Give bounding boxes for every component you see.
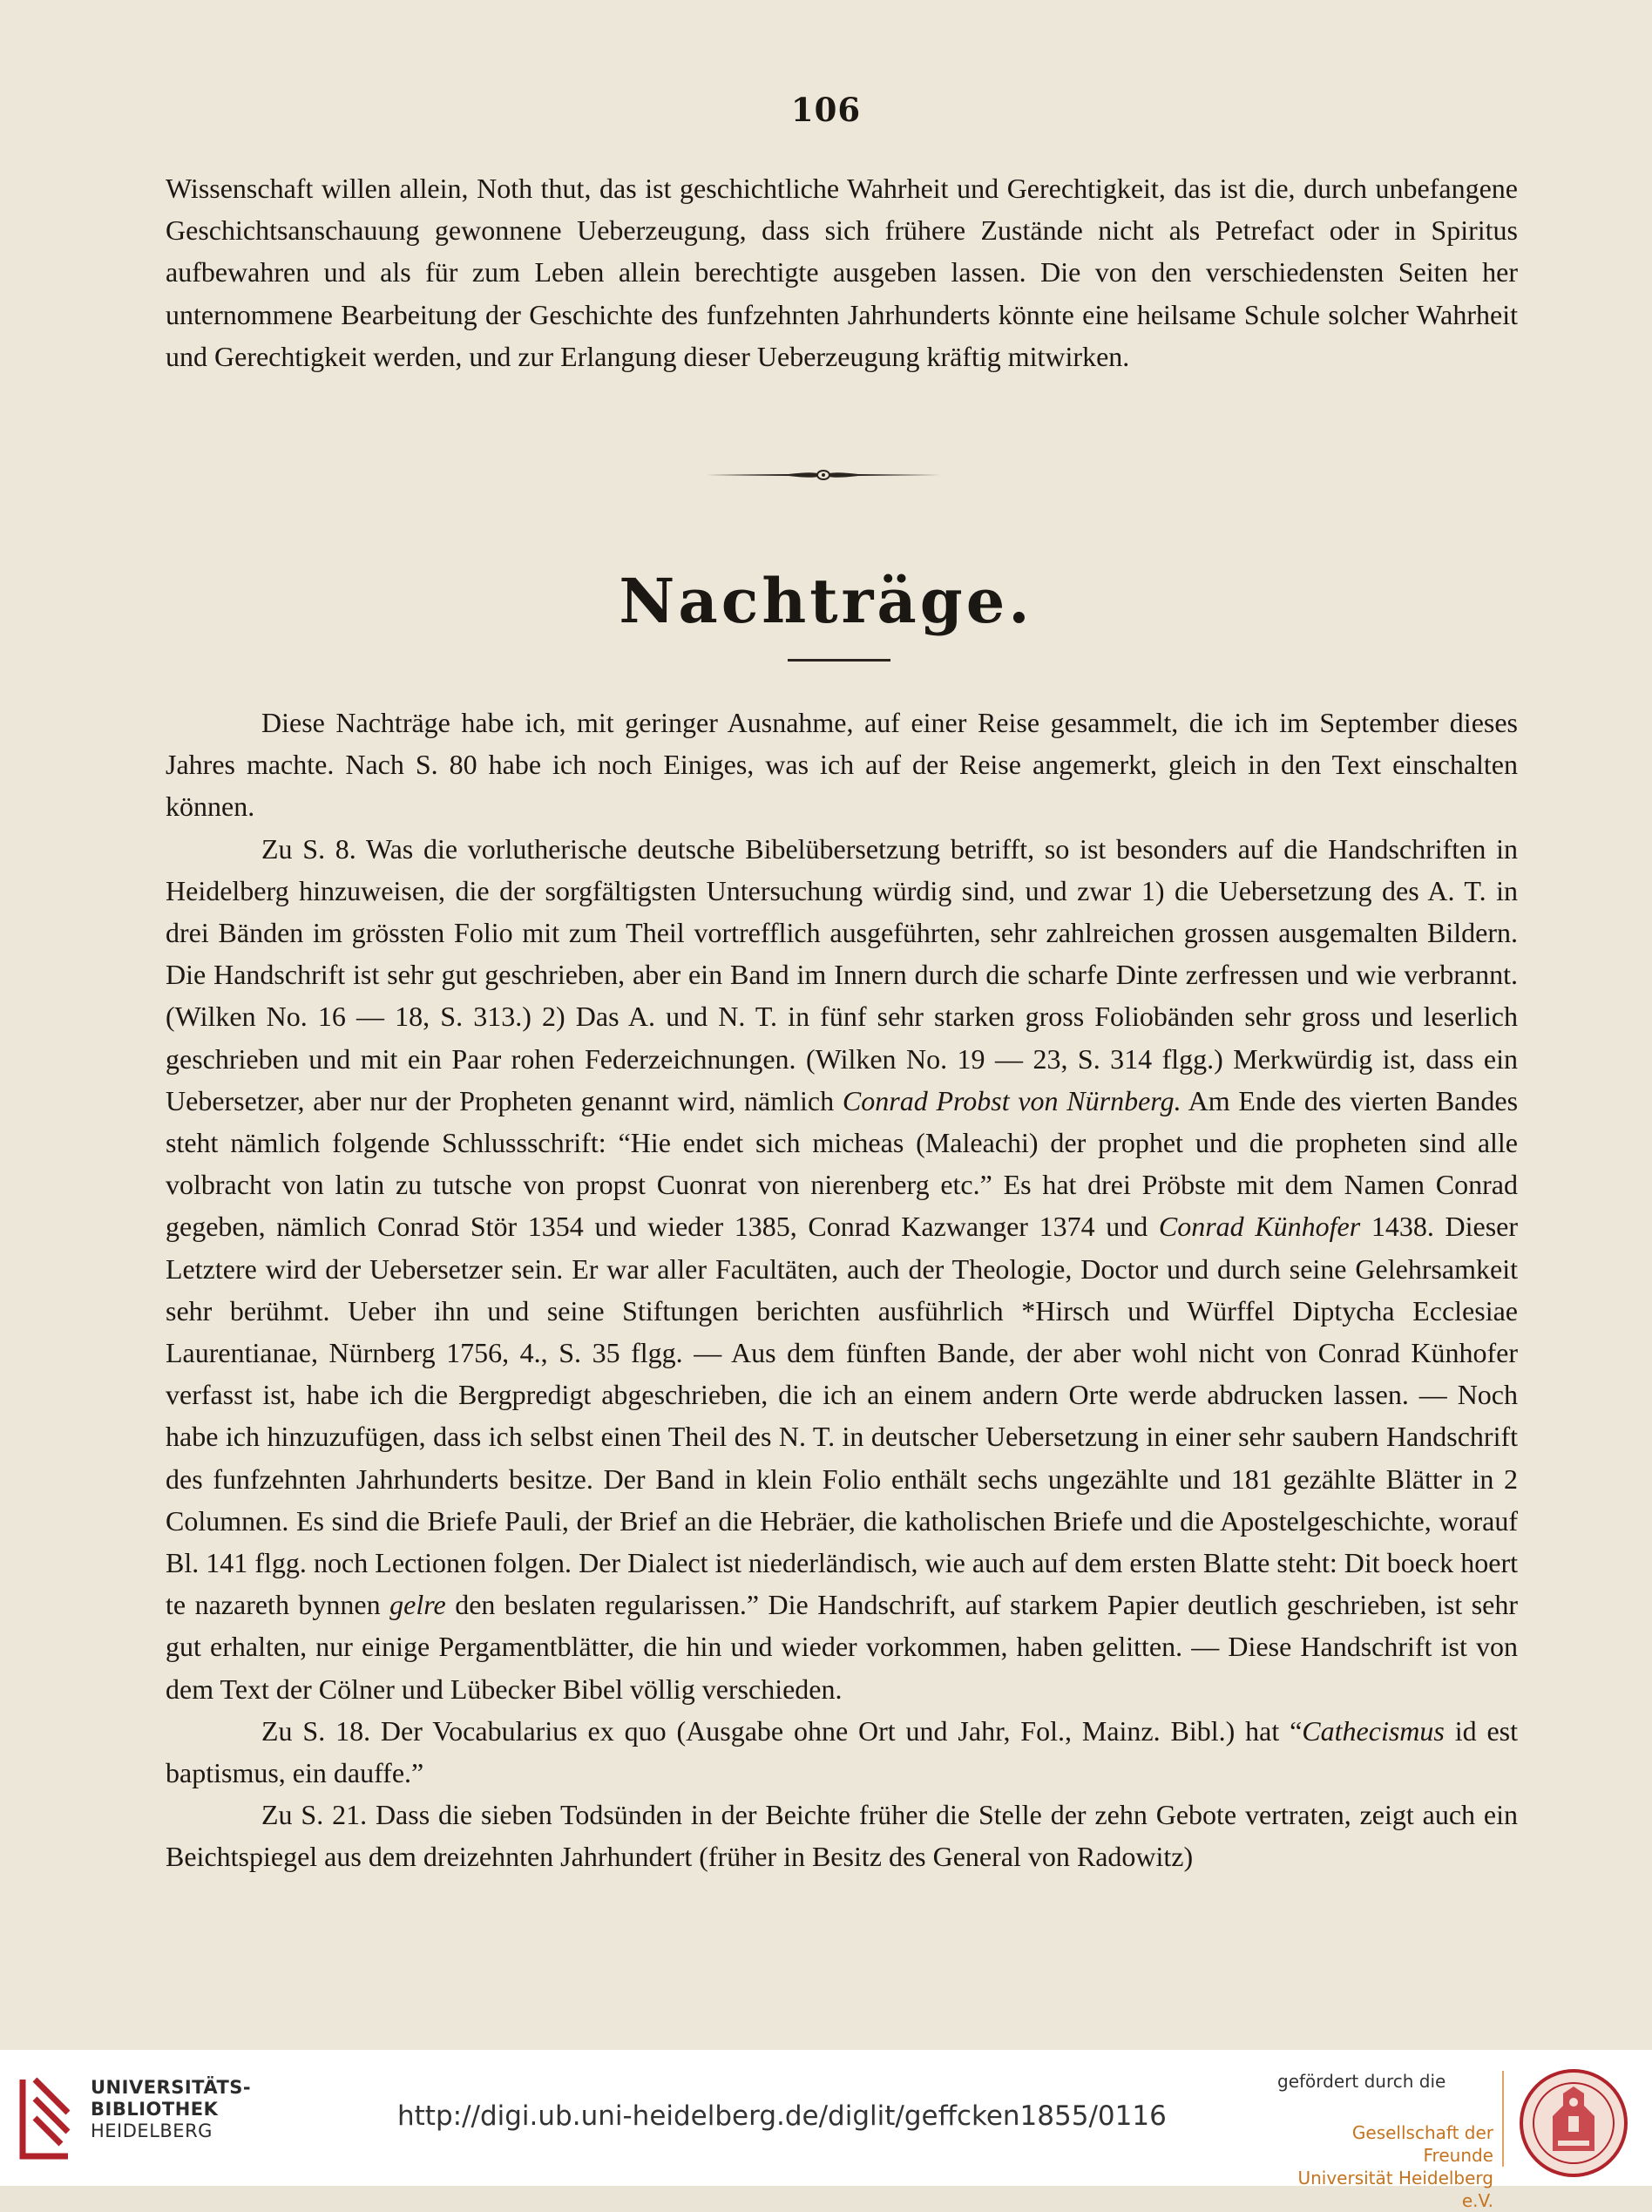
society-name [1286, 2121, 1493, 2212]
paragraph-2-part-b: Am Ende des vierten Bandes steht nämlich folgende Schlussschrift: “Hie endet sich micheas (Maleachi) der prophet und die propheten sind alle volbracht von latin zu tutsche von propst Cuonrat von nierenberg etc.” Es hat drei Pröbste mit dem Namen Conrad gegeben, nämlich Conrad Stör 1354 und wieder 1385, Conrad Kazwanger 1374 und [166, 1084, 1519, 1243]
society-name-line2: Universität Heidelberg e.V. [1297, 2168, 1493, 2211]
page-number: 106 [790, 91, 862, 129]
paragraph-2-part-d: den beslaten regularissen.” Die Handschrift, auf starkem Papier deutlich geschrieben, ist sehr gut erhalten, nur einige Pergamentblätter, die hin und wieder vorkommen, haben gelitten. — Diese Handschrift ist von dem Text der Cölner und Lübecker Bibel völlig verschieden. [166, 1589, 1519, 1705]
society-name-line1: Gesellschaft der Freunde [1351, 2122, 1493, 2166]
name-conrad-probst: Conrad Probst von Nürnberg. [842, 1084, 1181, 1116]
university-seal-icon [1518, 2067, 1629, 2179]
ornamental-divider [706, 464, 941, 486]
word-cathecismus: Cathecismus [1302, 1714, 1445, 1747]
intro-text: Wissenschaft willen allein, Noth thut, das ist geschichtliche Wahrheit und Gerechtigkeit, das ist die, durch unbefangene Geschichtsanschauung gewonnene Ueberzeugung, dass sich frühere Zustände nicht als Petrefact oder in Spiritus aufbewahren und als für zum Leben allein berechtigte ausgeben lassen. Die von den verschiedensten Seiten her unternommene Bearbeitung der Geschichte des funfzehnten Jahrhunderts könnte eine heilsame Schule solcher Wahrheit und Gerechtigkeit werden, und zur Erlangung dieser Ueberzeugung kräftig mitwirken. [166, 173, 1518, 372]
paragraph-3-part-a: Zu S. 18. Der Vocabularius ex quo (Ausgabe ohne Ort und Jahr, Fol., Mainz. Bibl.) hat “ [261, 1714, 1303, 1747]
intro-paragraph [166, 167, 1518, 377]
library-logo-icon [17, 2073, 73, 2163]
title-underline [788, 659, 890, 662]
support-label: gefördert durch die [1277, 2071, 1446, 2092]
paragraph-2-part-a: Zu S. 8. Was die vorlutherische deutsche Bibelübersetzung betrifft, so ist besonders auf die Handschriften in Heidelberg hinzuweisen, die der sorgfältigsten Untersuchung würdig sind, und zwar 1) die Uebersetzung des A. T. in drei Bänden im grössten Folio mit zum Theil vortrefflich ausgeführten, sehr zahlreichen grossen ausgemalten Bildern. Die Handschrift ist sehr gut geschrieben, aber ein Band im Innern durch die scharfe Dinte zerfressen und wie verbrannt. (Wilken No. 16 — 18, S. 313.) 2) Das A. und N. T. in fünf sehr starken gross Foliobänden sehr gross und leserlich geschrieben und mit ein Paar rohen Federzeichnungen. (Wilken No. 19 — 23, S. 314 flgg.) Merkwürdig ist, dass ein Uebersetzer, aber nur der Propheten genannt wird, nämlich [166, 832, 1518, 1116]
library-name-line1: UNIVERSITÄTS- [91, 2077, 252, 2098]
paragraph-4: Zu S. 21. Dass die sieben Todsünden in der Beichte früher die Stelle der zehn Gebote vertraten, zeigt auch ein Beichtspiegel aus dem dreizehnten Jahrhundert (früher in Besitz des General von Radowitz) [166, 1799, 1518, 1873]
addenda-body [166, 702, 1518, 1878]
library-name-line3: HEIDELBERG [91, 2120, 213, 2141]
paragraph-2 [166, 828, 1518, 1710]
paragraph-3-part-b: id est baptismus, ein dauffe.” [166, 1714, 1519, 1789]
library-name-line2: BIBLIOTHEK [91, 2099, 219, 2120]
paragraph-2-part-c: 1438. Dieser Letztere wird der Uebersetzer sein. Er war aller Facultäten, auch der Theologie, Doctor und durch seine Gelehrsamkeit sehr berühmt. Ueber ihn und seine Stiftungen berichten ausführlich *Hirsch und Würffel Diptycha Ecclesiae Laurentianae, Nürnberg 1756, 4., S. 35 flgg. — Aus dem fünften Bande, der aber wohl nicht von Conrad Künhofer verfasst ist, habe ich die Bergpredigt abgeschrieben, die ich an einem andern Orte werde abdrucken lassen. — Noch habe ich hinzuzufügen, dass ich selbst einen Theil des N. T. in deutscher Uebersetzung in einer sehr saubern Handschrift des funfzehnten Jahrhunderts besitze. Der Band in klein Folio enthält sechs ungezählte und 181 gezählte Blätter in 2 Columnen. Es sind die Briefe Pauli, der Brief an die Hebräer, die katholischen Briefe und die Apostelgeschichte, worauf Bl. 141 flgg. noch Lectionen folgen. Der Dialect ist niederländisch, wie auch auf dem ersten Blatte steht: Dit boeck hoert te nazareth bynnen [166, 1211, 1518, 1621]
word-gelre: gelre [389, 1589, 446, 1621]
permalink-url[interactable]: http://digi.ub.uni-heidelberg.de/diglit/geffcken1855/0116 [397, 2100, 1167, 2132]
footer-divider [1502, 2071, 1504, 2167]
library-name [91, 2077, 251, 2142]
paragraph-1: Diese Nachträge habe ich, mit geringer Ausnahme, auf einer Reise gesammelt, die ich im September dieses Jahres machte. Nach S. 80 habe ich noch Einiges, was ich auf der Reise angemerkt, gleich in den Text einschalten können. [166, 707, 1518, 823]
paragraph-3 [166, 1710, 1518, 1794]
section-title: Nachträge. [619, 565, 1033, 637]
name-conrad-kuenhofer: Conrad Künhofer [1158, 1211, 1361, 1243]
